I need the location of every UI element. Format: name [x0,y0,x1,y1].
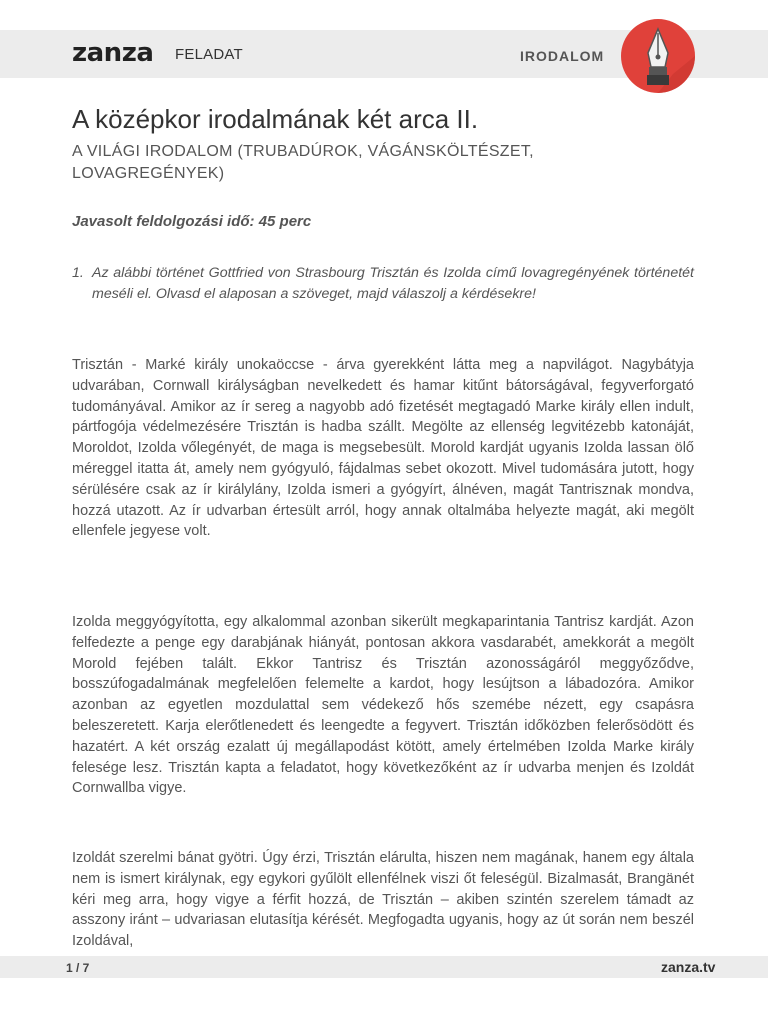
story-paragraph-3: Izoldát szerelmi bánat gyötri. Úgy érzi, Trisztán elárulta, hiszen nem magának, hanem egy általa nem is ismert királynak, egy egykori gyűlölt ellenfélnek viszi őt feleségül. Bizalmasát, Brangänét kéri meg arra, hogy vigye a férfit hozzá, de Trisztán – akiben szintén szerelem támadt az asszony iránt – udvariasan elutasítja kérését. Megfogadta ugyanis, hogy az út során nem beszél Izoldával, [72,850,694,950]
footer-logo: zanza.tv [661,959,716,975]
page-number: 1 / 7 [66,961,90,975]
subject-label: IRODALOM [520,48,605,64]
page-title: A középkor irodalmának két arca II. [72,104,479,134]
task-instruction [72,263,694,305]
story-paragraph-1: Trisztán - Marké király unokaöccse - árva gyerekként látta meg a napvilágot. Nagybátyja udvarában, Cornwall királyságban nevelkedett és hamar kitűnt bátorságával, fegyverforgató tudományával. Amikor az ír sereg a nagyobb adó fizetését megtagadó Marke király ellen indult, pártfogója védelmezésére Trisztán is hadba szállt. Megölte az ellenség legvitézebb katonáját, Moroldot, Izolda vőlegényét, de maga is megsebesült. Morold kardját ugyanis Izolda lassan ölő méreggel itatta át, amely nem gyógyuló, fájdalmas sebet okozott. Mivel tudomására jutott, hogy sérülésére csak az ír királylány, Izolda ismeri a gyógyírt, álnéven, magát Tantrisznak mondva, hozzá utazott. Az ír udvarban értesült arról, hogy annak oltalmába helyezte magát, aki megölt ellenfele jegyese volt. [72,357,694,540]
section-label: FELADAT [175,46,243,63]
fountain-pen-icon [621,19,695,93]
story-paragraph-2: Izolda meggyógyította, egy alkalommal azonban sikerült megkaparintania Tantrisz kardját. Azon felfedezte a penge egy darabjának hiányát, pontosan akkora vasdarabét, amekkorát a megölt Morold fejében talált. Ekkor Tantrisz és Trisztán azonosságáról meggyőződve, bosszúfogadalmának megfelelően felemelte a kardot, hogy lesújtson a lábadozóra. Amikor azonban az egyetlen mozdulattal sem védekező hős szemébe nézett, egy csapásra beleszeretett. Karja elerőtlenedett és leengedte a fegyvert. Trisztán időközben felerősödött és hazatért. A két ország ezalatt új megállapodást kötött, amely értelmében Izolda Marke király felesége lesz. Trisztán kapta a feladatot, hogy következőként az ír udvarba menjen és Izoldát Cornwallba vigye. [72,614,694,797]
page-subtitle: A VILÁGI IRODALOM (TRUBADÚROK, VÁGÁNSKÖLTÉSZET, LOVAGREGÉNYEK) [72,143,534,182]
task-number: 1. [72,265,84,281]
task-text: Az alábbi történet Gottfried von Strasbourg Trisztán és Izolda című lovagregényének történetét meséli el. Olvasd el alaposan a szöveget, majd válaszolj a kérdésekre! [92,265,694,302]
suggested-time: Javasolt feldolgozási idő: 45 perc [72,213,312,230]
zanza-logo: zanza [72,38,154,68]
footer-band [0,956,768,978]
